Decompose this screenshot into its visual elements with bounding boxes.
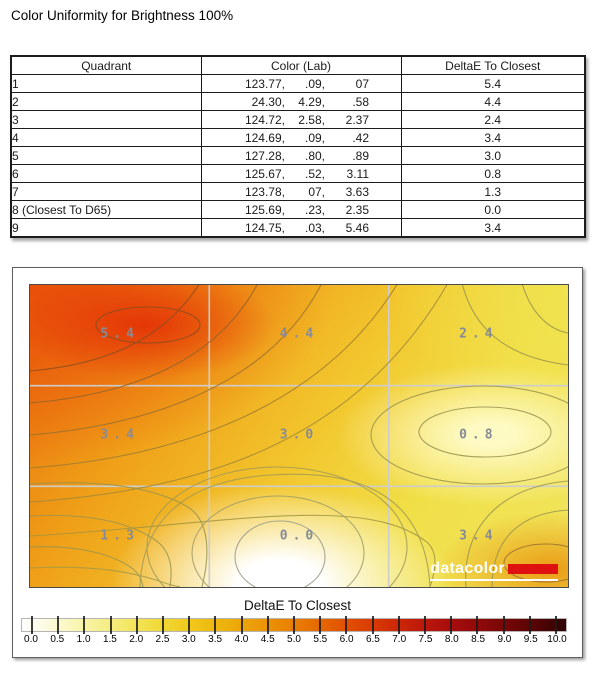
quadrant-cell: 3: [11, 111, 201, 129]
page-title: Color Uniformity for Brightness 100%: [11, 8, 234, 23]
colorbar-tick: [293, 616, 295, 634]
colorbar-scale-label: 8.5: [471, 634, 486, 645]
uniformity-chart-panel: [12, 267, 583, 658]
colorbar-tick: [450, 616, 452, 634]
datacolor-logo: [430, 562, 558, 581]
deltae-cell: 0.8: [401, 165, 585, 183]
deltae-colorbar: [21, 618, 567, 632]
colorbar-scale-label: 0.0: [24, 634, 38, 645]
table-header-row: [11, 56, 585, 75]
colorbar-labels: [24, 634, 567, 646]
lab-color-cell: 124.69, .09, .42: [201, 129, 401, 147]
colorbar-tick: [345, 616, 347, 634]
quadrant-cell: 1: [11, 75, 201, 93]
colorbar-tick: [241, 616, 243, 634]
colorbar-tick: [83, 616, 85, 634]
colorbar-scale-label: 1.0: [76, 634, 91, 645]
lab-color-cell: 125.69, .23, 2.35: [201, 201, 401, 219]
quadrant-cell: 2: [11, 93, 201, 111]
zone-deltae-label: 0.0: [279, 527, 319, 543]
lab-color-cell: 123.77, .09, 07: [201, 75, 401, 93]
table-row: [11, 147, 585, 165]
colorbar-caption: DeltaE To Closest: [243, 598, 352, 613]
zone-deltae-label: 3.4: [100, 427, 139, 443]
quadrant-cell: 8 (Closest To D65): [11, 201, 201, 219]
colorbar-tick: [372, 616, 374, 634]
table-row: [11, 201, 585, 219]
lab-color-cell: 123.78, 07, 3.63: [201, 183, 401, 201]
colorbar-scale-label: 5.0: [287, 634, 301, 645]
lab-color-cell: 127.28, .80, .89: [201, 147, 401, 165]
table-row: [11, 183, 585, 201]
colorbar-scale-label: 10.0: [547, 634, 567, 645]
zone-deltae-label: 3.4: [459, 527, 498, 543]
colorbar-tick: [503, 616, 505, 634]
colorbar-scale-label: 1.5: [102, 634, 117, 645]
colorbar-scale-label: 9.0: [497, 634, 512, 645]
lab-color-cell: 124.75, .03, 5.46: [201, 219, 401, 238]
colorbar-scale-label: 2.5: [155, 634, 170, 645]
colorbar-tick: [57, 616, 59, 634]
quadrant-cell: 9: [11, 219, 201, 238]
table-row: [11, 93, 585, 111]
colorbar-scale-label: 9.5: [523, 634, 538, 645]
zone-deltae-label: 0.8: [459, 427, 498, 443]
deltae-cell: 0.0: [401, 201, 585, 219]
quadrant-cell: 6: [11, 165, 201, 183]
uniformity-table: [10, 55, 586, 238]
colorbar-scale-label: 6.5: [365, 634, 380, 645]
zone-deltae-label: 4.4: [279, 326, 319, 342]
quadrant-cell: 4: [11, 129, 201, 147]
colorbar-scale-label: 7.0: [392, 634, 407, 645]
colorbar-scale-label: 0.5: [50, 634, 65, 645]
datacolor-logo-mark: [508, 564, 558, 574]
zone-deltae-label: 5.4: [100, 326, 139, 342]
header-quadrant: Quadrant: [11, 56, 201, 75]
header-color-lab: Color (Lab): [201, 56, 401, 75]
colorbar-scale-label: 3.0: [181, 634, 196, 645]
zone-deltae-label: 3.0: [279, 427, 319, 443]
contour-plot: [29, 284, 569, 588]
colorbar-tick: [476, 616, 478, 634]
colorbar-tick: [267, 616, 269, 634]
colorbar-scale-label: 4.5: [260, 634, 275, 645]
zone-deltae-label: 1.3: [100, 527, 139, 543]
deltae-cell: 4.4: [401, 93, 585, 111]
colorbar-tick: [162, 616, 164, 634]
deltae-cell: 2.4: [401, 111, 585, 129]
colorbar-ticks: [32, 616, 556, 634]
colorbar-tick: [136, 616, 138, 634]
datacolor-logo-text: datacolor: [430, 560, 505, 577]
colorbar-scale-label: 2.0: [129, 634, 144, 645]
colorbar-tick: [555, 616, 557, 634]
colorbar-tick: [110, 616, 112, 634]
colorbar-tick: [188, 616, 190, 634]
table-row: [11, 165, 585, 183]
quadrant-cell: 7: [11, 183, 201, 201]
lab-color-cell: 125.67, .52, 3.11: [201, 165, 401, 183]
deltae-cell: 3.4: [401, 219, 585, 238]
colorbar-tick: [319, 616, 321, 634]
colorbar-scale-label: 7.5: [418, 634, 433, 645]
colorbar-tick: [214, 616, 216, 634]
colorbar-tick: [31, 616, 33, 634]
colorbar-tick: [398, 616, 400, 634]
deltae-cell: 1.3: [401, 183, 585, 201]
zone-deltae-label: 2.4: [459, 326, 498, 342]
colorbar-tick: [529, 616, 531, 634]
lab-color-cell: 124.72, 2.58, 2.37: [201, 111, 401, 129]
deltae-cell: 3.0: [401, 147, 585, 165]
header-deltae: DeltaE To Closest: [401, 56, 585, 75]
table-row: [11, 111, 585, 129]
colorbar-scale-label: 6.0: [339, 634, 354, 645]
colorbar-scale-label: 5.5: [313, 634, 328, 645]
table-row: [11, 219, 585, 238]
lab-color-cell: 24.30, 4.29, .58: [201, 93, 401, 111]
deltae-cell: 3.4: [401, 129, 585, 147]
table-row: [11, 75, 585, 93]
quadrant-cell: 5: [11, 147, 201, 165]
table-row: [11, 129, 585, 147]
colorbar-tick: [424, 616, 426, 634]
colorbar-scale-label: 3.5: [208, 634, 223, 645]
colorbar-scale-label: 4.0: [234, 634, 249, 645]
colorbar-scale-label: 8.0: [444, 634, 459, 645]
deltae-cell: 5.4: [401, 75, 585, 93]
